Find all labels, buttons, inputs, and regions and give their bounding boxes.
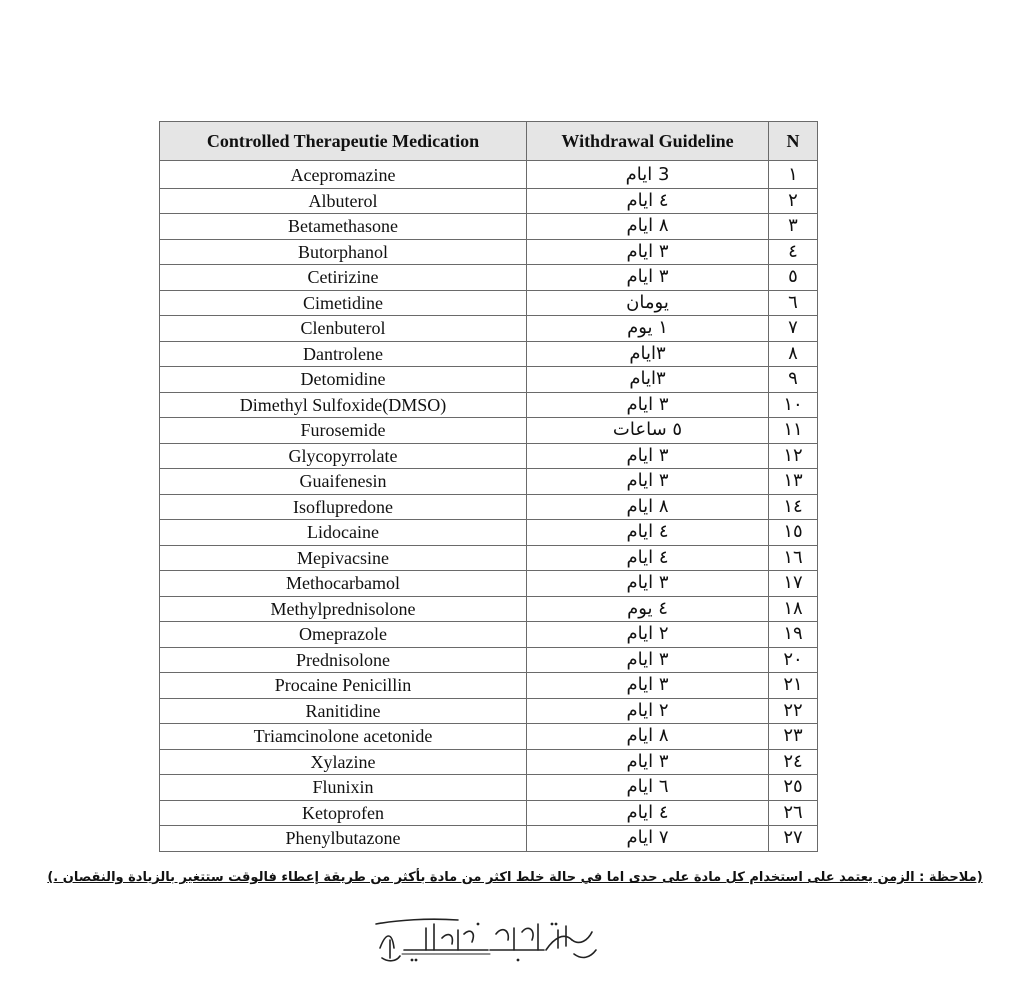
number-cell: ٢: [769, 188, 818, 214]
table-row: [160, 494, 818, 520]
withdrawal-cell: ٨ ايام: [527, 494, 769, 520]
medication-cell: Butorphanol: [160, 239, 527, 265]
number-cell: ٨: [769, 341, 818, 367]
table-row: [160, 265, 818, 291]
medication-cell: Ketoprofen: [160, 800, 527, 826]
withdrawal-cell: يومان: [527, 290, 769, 316]
withdrawal-cell: ٤ ايام: [527, 520, 769, 546]
table-row: [160, 469, 818, 495]
number-cell: ١٦: [769, 545, 818, 571]
number-cell: ١٠: [769, 392, 818, 418]
table-row: [160, 826, 818, 852]
table-row: [160, 367, 818, 393]
number-cell: ٤: [769, 239, 818, 265]
table-row: [160, 161, 818, 189]
number-cell: ٢٧: [769, 826, 818, 852]
withdrawal-cell: ٤ يوم: [527, 596, 769, 622]
table-row: [160, 800, 818, 826]
number-cell: ١: [769, 161, 818, 189]
number-cell: ٥: [769, 265, 818, 291]
withdrawal-cell: 3 ايام: [527, 161, 769, 189]
withdrawal-cell: ٥ ساعات: [527, 418, 769, 444]
number-cell: ١٢: [769, 443, 818, 469]
table-body: [160, 161, 818, 852]
number-cell: ٧: [769, 316, 818, 342]
table-row: [160, 698, 818, 724]
withdrawal-cell: ١ يوم: [527, 316, 769, 342]
header-medication: Controlled Therapeutie Medication: [160, 122, 527, 161]
number-cell: ١٥: [769, 520, 818, 546]
withdrawal-cell: ٦ ايام: [527, 775, 769, 801]
number-cell: ٢١: [769, 673, 818, 699]
medication-cell: Flunixin: [160, 775, 527, 801]
withdrawal-cell: ٢ ايام: [527, 622, 769, 648]
withdrawal-cell: ٨ ايام: [527, 214, 769, 240]
medication-cell: Cetirizine: [160, 265, 527, 291]
table-row: [160, 775, 818, 801]
medication-cell: Prednisolone: [160, 647, 527, 673]
number-cell: ١١: [769, 418, 818, 444]
medication-cell: Glycopyrrolate: [160, 443, 527, 469]
withdrawal-cell: ٤ ايام: [527, 800, 769, 826]
medication-cell: Dantrolene: [160, 341, 527, 367]
withdrawal-cell: ٤ ايام: [527, 188, 769, 214]
number-cell: ٢٢: [769, 698, 818, 724]
number-cell: ١٣: [769, 469, 818, 495]
number-cell: ١٤: [769, 494, 818, 520]
medication-cell: Methylprednisolone: [160, 596, 527, 622]
table-row: [160, 545, 818, 571]
medication-cell: Phenylbutazone: [160, 826, 527, 852]
number-cell: ٢٣: [769, 724, 818, 750]
medication-cell: Ranitidine: [160, 698, 527, 724]
table-row: [160, 214, 818, 240]
number-cell: ٦: [769, 290, 818, 316]
medication-cell: Acepromazine: [160, 161, 527, 189]
header-withdrawal-guideline: Withdrawal Guideline: [527, 122, 769, 161]
calligraphy-signature: [368, 910, 608, 970]
table-row: [160, 316, 818, 342]
table-row: [160, 290, 818, 316]
table-header-row: [160, 122, 818, 161]
number-cell: ٢٠: [769, 647, 818, 673]
withdrawal-cell: ٣ ايام: [527, 749, 769, 775]
table-row: [160, 647, 818, 673]
footnote: (ملاحظة : الزمن يعتمد على استخدام كل مادة على حدى اما في حالة خلط اكثر من مادة بأكثر من طريقة إعطاء فالوقت ستتغير بالزيادة والنقصان .): [47, 870, 983, 885]
medication-cell: Clenbuterol: [160, 316, 527, 342]
medication-cell: Lidocaine: [160, 520, 527, 546]
table-row: [160, 443, 818, 469]
number-cell: ٩: [769, 367, 818, 393]
table-row: [160, 392, 818, 418]
number-cell: ٢٥: [769, 775, 818, 801]
medication-cell: Guaifenesin: [160, 469, 527, 495]
withdrawal-cell: ٣ ايام: [527, 392, 769, 418]
medication-cell: Triamcinolone acetonide: [160, 724, 527, 750]
withdrawal-cell: ٣ايام: [527, 367, 769, 393]
table-row: [160, 520, 818, 546]
medication-cell: Omeprazole: [160, 622, 527, 648]
table-row: [160, 188, 818, 214]
number-cell: ٢٤: [769, 749, 818, 775]
number-cell: ١٨: [769, 596, 818, 622]
medication-cell: Dimethyl Sulfoxide(DMSO): [160, 392, 527, 418]
table-row: [160, 571, 818, 597]
medication-cell: Procaine Penicillin: [160, 673, 527, 699]
medication-cell: Methocarbamol: [160, 571, 527, 597]
withdrawal-cell: ٧ ايام: [527, 826, 769, 852]
medication-cell: Xylazine: [160, 749, 527, 775]
withdrawal-cell: ٢ ايام: [527, 698, 769, 724]
header-number: N: [769, 122, 818, 161]
table-row: [160, 596, 818, 622]
withdrawal-cell: ٣ ايام: [527, 571, 769, 597]
medication-cell: Betamethasone: [160, 214, 527, 240]
withdrawal-cell: ٨ ايام: [527, 724, 769, 750]
number-cell: ٣: [769, 214, 818, 240]
withdrawal-cell: ٤ ايام: [527, 545, 769, 571]
withdrawal-cell: ٣ ايام: [527, 647, 769, 673]
number-cell: ٢٦: [769, 800, 818, 826]
medication-cell: Cimetidine: [160, 290, 527, 316]
medication-cell: Mepivacsine: [160, 545, 527, 571]
medication-cell: Furosemide: [160, 418, 527, 444]
withdrawal-cell: ٣ ايام: [527, 239, 769, 265]
number-cell: ١٩: [769, 622, 818, 648]
withdrawal-cell: ٣ ايام: [527, 265, 769, 291]
table-row: [160, 673, 818, 699]
withdrawal-guideline-table: [159, 121, 818, 852]
medication-cell: Detomidine: [160, 367, 527, 393]
withdrawal-cell: ٣ ايام: [527, 469, 769, 495]
medication-cell: Isoflupredone: [160, 494, 527, 520]
table-row: [160, 341, 818, 367]
table-row: [160, 622, 818, 648]
withdrawal-cell: ٣ايام: [527, 341, 769, 367]
withdrawal-cell: ٣ ايام: [527, 443, 769, 469]
withdrawal-cell: ٣ ايام: [527, 673, 769, 699]
table-row: [160, 724, 818, 750]
table-row: [160, 749, 818, 775]
number-cell: ١٧: [769, 571, 818, 597]
table-row: [160, 418, 818, 444]
table-row: [160, 239, 818, 265]
medication-cell: Albuterol: [160, 188, 527, 214]
